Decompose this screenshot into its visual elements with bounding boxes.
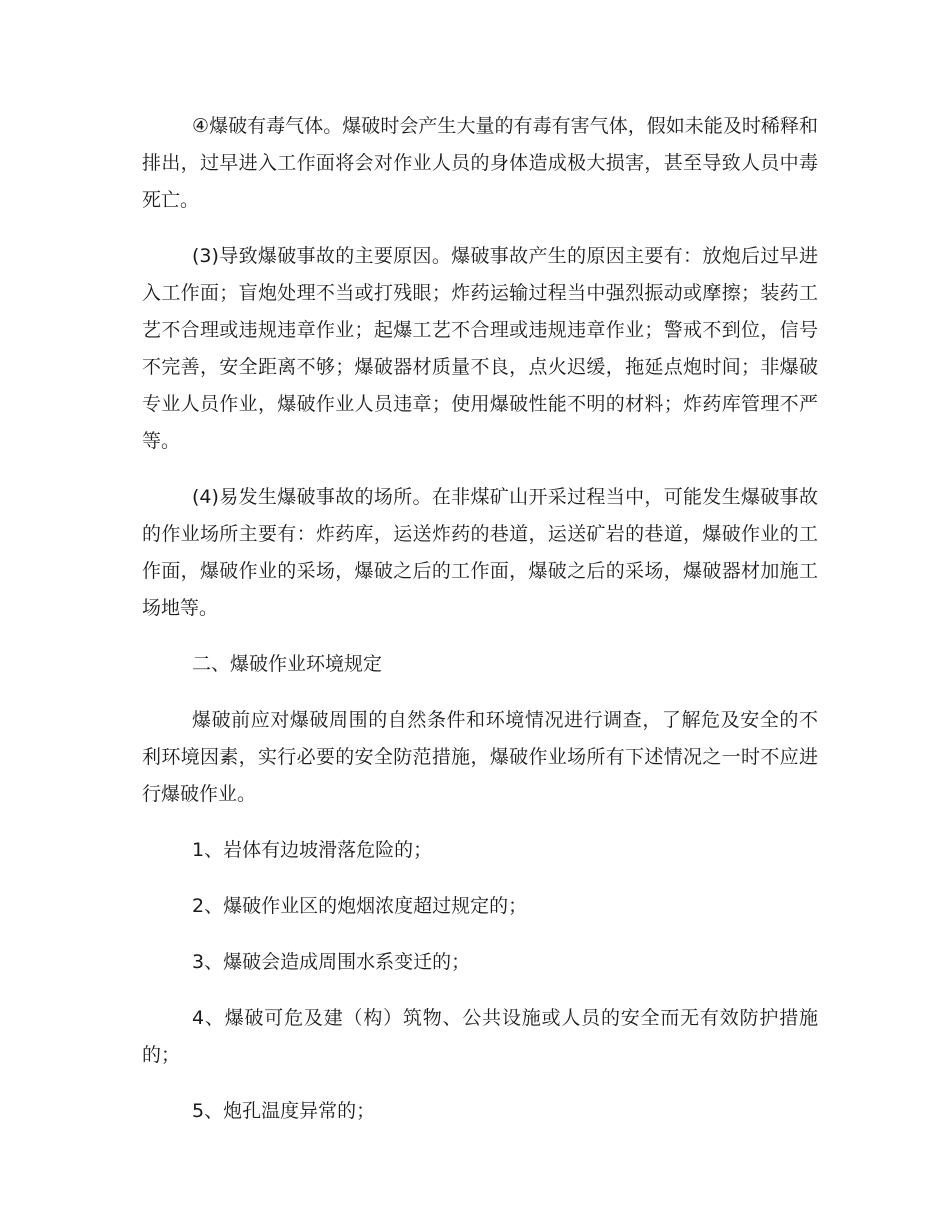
list-item: 4、爆破可危及建（构）筑物、公共设施或人员的安全而无有效防护措施的； [142,1007,818,1066]
document-body [142,108,818,1149]
paragraph-intro: 爆破前应对爆破周围的自然条件和环境情况进行调查，了解危及安全的不利环境因素，实行必要的安全防范措施，爆破作业场所有下述情况之一时不应进行爆破作业。 [142,709,818,805]
paragraph-toxic-gas: ④爆破有毒气体。爆破时会产生大量的有毒有害气体，假如未能及时稀释和排出，过早进入工作面将会对作业人员的身体造成极大损害，甚至导致人员中毒死亡。 [142,115,818,211]
list-item: 5、炮孔温度异常的； [192,1100,376,1122]
paragraph-accident-locations: (4)易发生爆破事故的场所。在非煤矿山开采过程当中，可能发生爆破事故的作业场所主要有：炸药库，运送炸药的巷道，运送矿岩的巷道，爆破作业的工作面，爆破作业的采场，爆破之后的工作面，爆破之后的采场，爆破器材加施工场地等。 [142,486,818,619]
list-item: 1、岩体有边坡滑落危险的； [192,839,433,861]
list-item: 2、爆破作业区的炮烟浓度超过规定的； [192,895,528,917]
section-heading: 二、爆破作业环境规定 [192,653,383,675]
list-item: 3、爆破会造成周围水系变迁的； [192,951,471,973]
paragraph-accident-causes: (3)导致爆破事故的主要原因。爆破事故产生的原因主要有：放炮后过早进入工作面；盲炮处理不当或打残眼；炸药运输过程当中强烈振动或摩擦；装药工艺不合理或违规违章作业；起爆工艺不合理或违规违章作业；警戒不到位，信号不完善，安全距离不够；爆破器材质量不良，点火迟缓，拖延点炮时间；非爆破专业人员作业，爆破作业人员违章；使用爆破性能不明的材料；炸药库管理不严等。 [142,245,818,452]
